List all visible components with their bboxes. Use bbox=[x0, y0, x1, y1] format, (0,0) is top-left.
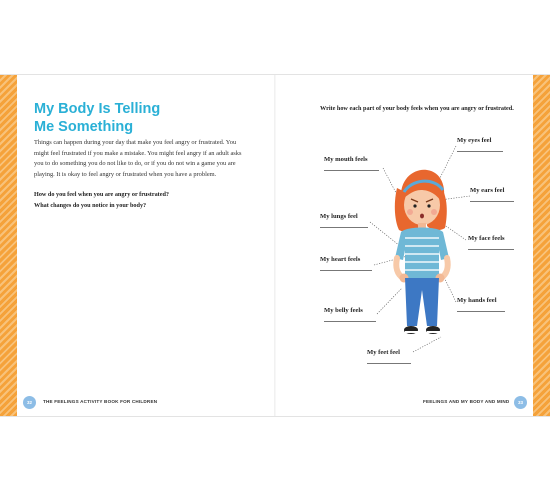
face-prompt bbox=[468, 235, 514, 250]
belly-prompt bbox=[324, 307, 376, 322]
face-answer-line[interactable] bbox=[468, 249, 514, 250]
face-label: My face feels bbox=[468, 235, 505, 242]
lungs-label: My lungs feel bbox=[320, 213, 358, 220]
hands-label: My hands feel bbox=[457, 297, 497, 304]
heart-label: My heart feels bbox=[320, 256, 361, 263]
ears-label: My ears feel bbox=[470, 187, 505, 194]
feet-label: My feet feel bbox=[367, 349, 400, 356]
question-2: What changes do you notice in your body? bbox=[34, 201, 147, 209]
belly-label: My belly feels bbox=[324, 307, 363, 314]
hands-prompt bbox=[457, 297, 505, 312]
mouth-prompt bbox=[324, 156, 379, 171]
right-running-footer: FEELINGS AND MY BODY AND MIND bbox=[423, 399, 510, 404]
eyes-prompt bbox=[457, 137, 503, 152]
ears-answer-line[interactable] bbox=[470, 201, 514, 202]
left-running-footer: THE FEELINGS ACTIVITY BOOK FOR CHILDREN bbox=[43, 399, 158, 404]
eyes-answer-line[interactable] bbox=[457, 151, 503, 152]
ears-prompt bbox=[470, 187, 514, 202]
heart-answer-line[interactable] bbox=[320, 270, 372, 271]
question-1: How do you feel when you are angry or frustrated? bbox=[34, 191, 170, 198]
title-line-2: Me Something bbox=[34, 119, 134, 135]
feet-answer-line[interactable] bbox=[367, 363, 411, 364]
girl-illustration bbox=[385, 160, 465, 345]
lungs-answer-line[interactable] bbox=[320, 227, 368, 228]
mouth-label: My mouth feels bbox=[324, 156, 368, 163]
feet-prompt bbox=[367, 349, 411, 364]
activity-instructions: Write how each part of your body feels when you are angry or frustrated. bbox=[320, 105, 514, 112]
intro-paragraph: Things can happen during your day that make you feel angry or frustrated. You might feel frustrated if you make a mistake. You might feel angry if an adult asks you to do something you do not like to do, or if you do not win a game you are playing. It is okay to feel angry or frustrated when you have a problem. bbox=[34, 139, 242, 178]
lungs-prompt bbox=[320, 213, 368, 228]
eyes-label: My eyes feel bbox=[457, 137, 492, 144]
title-line-1: My Body Is Telling bbox=[34, 101, 161, 117]
hands-answer-line[interactable] bbox=[457, 311, 505, 312]
mouth-answer-line[interactable] bbox=[324, 170, 379, 171]
right-page-number: 33 bbox=[514, 396, 527, 409]
heart-prompt bbox=[320, 256, 372, 271]
belly-answer-line[interactable] bbox=[324, 321, 376, 322]
left-page-number: 32 bbox=[23, 396, 36, 409]
